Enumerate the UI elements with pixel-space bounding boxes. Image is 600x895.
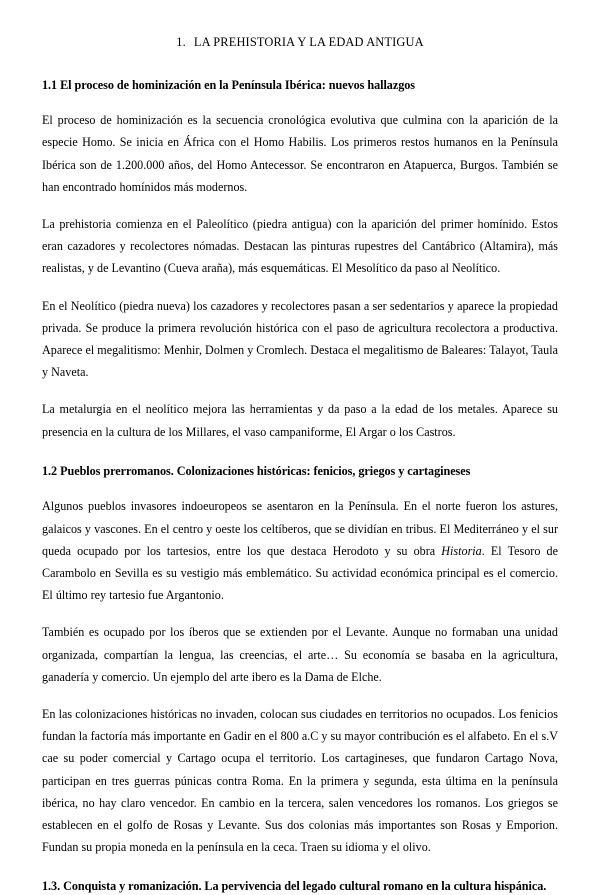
paragraph-iberos: También es ocupado por los íberos que se extienden por el Levante. Aunque no formaban una unidad organizada, compartían la lengua, las creencias, el arte… Su economía se basaba en la agricultura, ganadería y comercio. Un ejemplo del arte ibero es la Dama de Elche. <box>42 625 558 684</box>
paragraph-text-lead: Algunos pueblos invasores indoeuropeos se asentaron en la Península. En el norte fueron los astures, galaicos y vascones. En el centro y oeste los celtíberos, que se dividían en tribus. El Mediterráneo y el sur queda ocupado por los tartesios, entre los que destaca Herodoto y su obra <box>42 499 558 558</box>
heading-1-3: 1.3. Conquista y romanización. La pervivencia del legado cultural romano en la cultura hispánica. <box>42 879 547 894</box>
paragraph-neolitico: En el Neolítico (piedra nueva) los cazadores y recolectores pasan a ser sedentarios y aparece la propiedad privada. Se produce la primera revolución histórica con el paso de agricultura recolectora a productiva. Aparece el megalitismo: Menhir, Dolmen y Cromlech. Destaca el megalitismo de Baleares: Talayot, Taula y Naveta. <box>42 298 558 380</box>
paragraph-colonizaciones: En las colonizaciones históricas no invaden, colocan sus ciudades en territorios no ocupados. Los fenicios fundan la factoría más importante en Gadir en el 800 a.C y su mayor contribución es el alfabeto. En el s.V cae su poder comercial y Cartago ocupa el territorio. Los cartagineses, que fundaron Cartago Nova, participan en tres guerras púnicas contra Roma. En la primera y segunda, esta última en la península ibérica, no hay claro vencedor. En cambio en la tercera, salen vencedores los romanos. Los griegos se establecen en el golfo de Rosas y Levante. Sus dos colonias más importantes son Rosas y Emporion. Fundan su propia moneda en la península en la ceca. Traen su idioma y el olivo. <box>42 706 558 855</box>
heading-1-2: 1.2 Pueblos prerromanos. Colonizaciones históricas: fenicios, griegos y cartagineses <box>42 463 471 478</box>
document-title-text: LA PREHISTORIA Y LA EDAD ANTIGUA <box>193 35 424 49</box>
document-title-number: 1. <box>176 35 186 49</box>
heading-1-1: 1.1 El proceso de hominización en la Península Ibérica: nuevos hallazgos <box>42 77 415 92</box>
paragraph-pueblos-invasores <box>42 495 558 606</box>
paragraph-text-tail: . El Tesoro de Carambolo en Sevilla es su vestigio más emblemático. Su actividad económica principal es el comercio. El último rey tartesio fue Argantonio. <box>42 543 558 603</box>
work-title-historia: Historia <box>441 543 482 558</box>
paragraph-metalurgia: La metalurgia en el neolítico mejora las herramientas y da paso a la edad de los metales. Aparece su presencia en la cultura de los Millares, el vaso campaniforme, El Argar o los Castros. <box>42 402 558 439</box>
paragraph-paleolitico: La prehistoria comienza en el Paleolítico (piedra antigua) con la aparición del primer homínido. Estos eran cazadores y recolectores nómadas. Destacan las pinturas rupestres del Cantábrico (Altamira), más realistas, y de Levantino (Cueva araña), más esquemáticas. El Mesolítico da paso al Neolítico. <box>42 217 558 276</box>
paragraph-hominizacion: El proceso de hominización es la secuencia cronológica evolutiva que culmina con la aparición de la especie Homo. Se inicia en África con el Homo Habilis. Los primeros restos humanos en la Península Ibérica son de 1.200.000 años, del Homo Antecessor. Se encontraron en Atapuerca, Burgos. También se han encontrado homínidos más modernos. <box>42 113 558 194</box>
document-title <box>42 34 558 51</box>
